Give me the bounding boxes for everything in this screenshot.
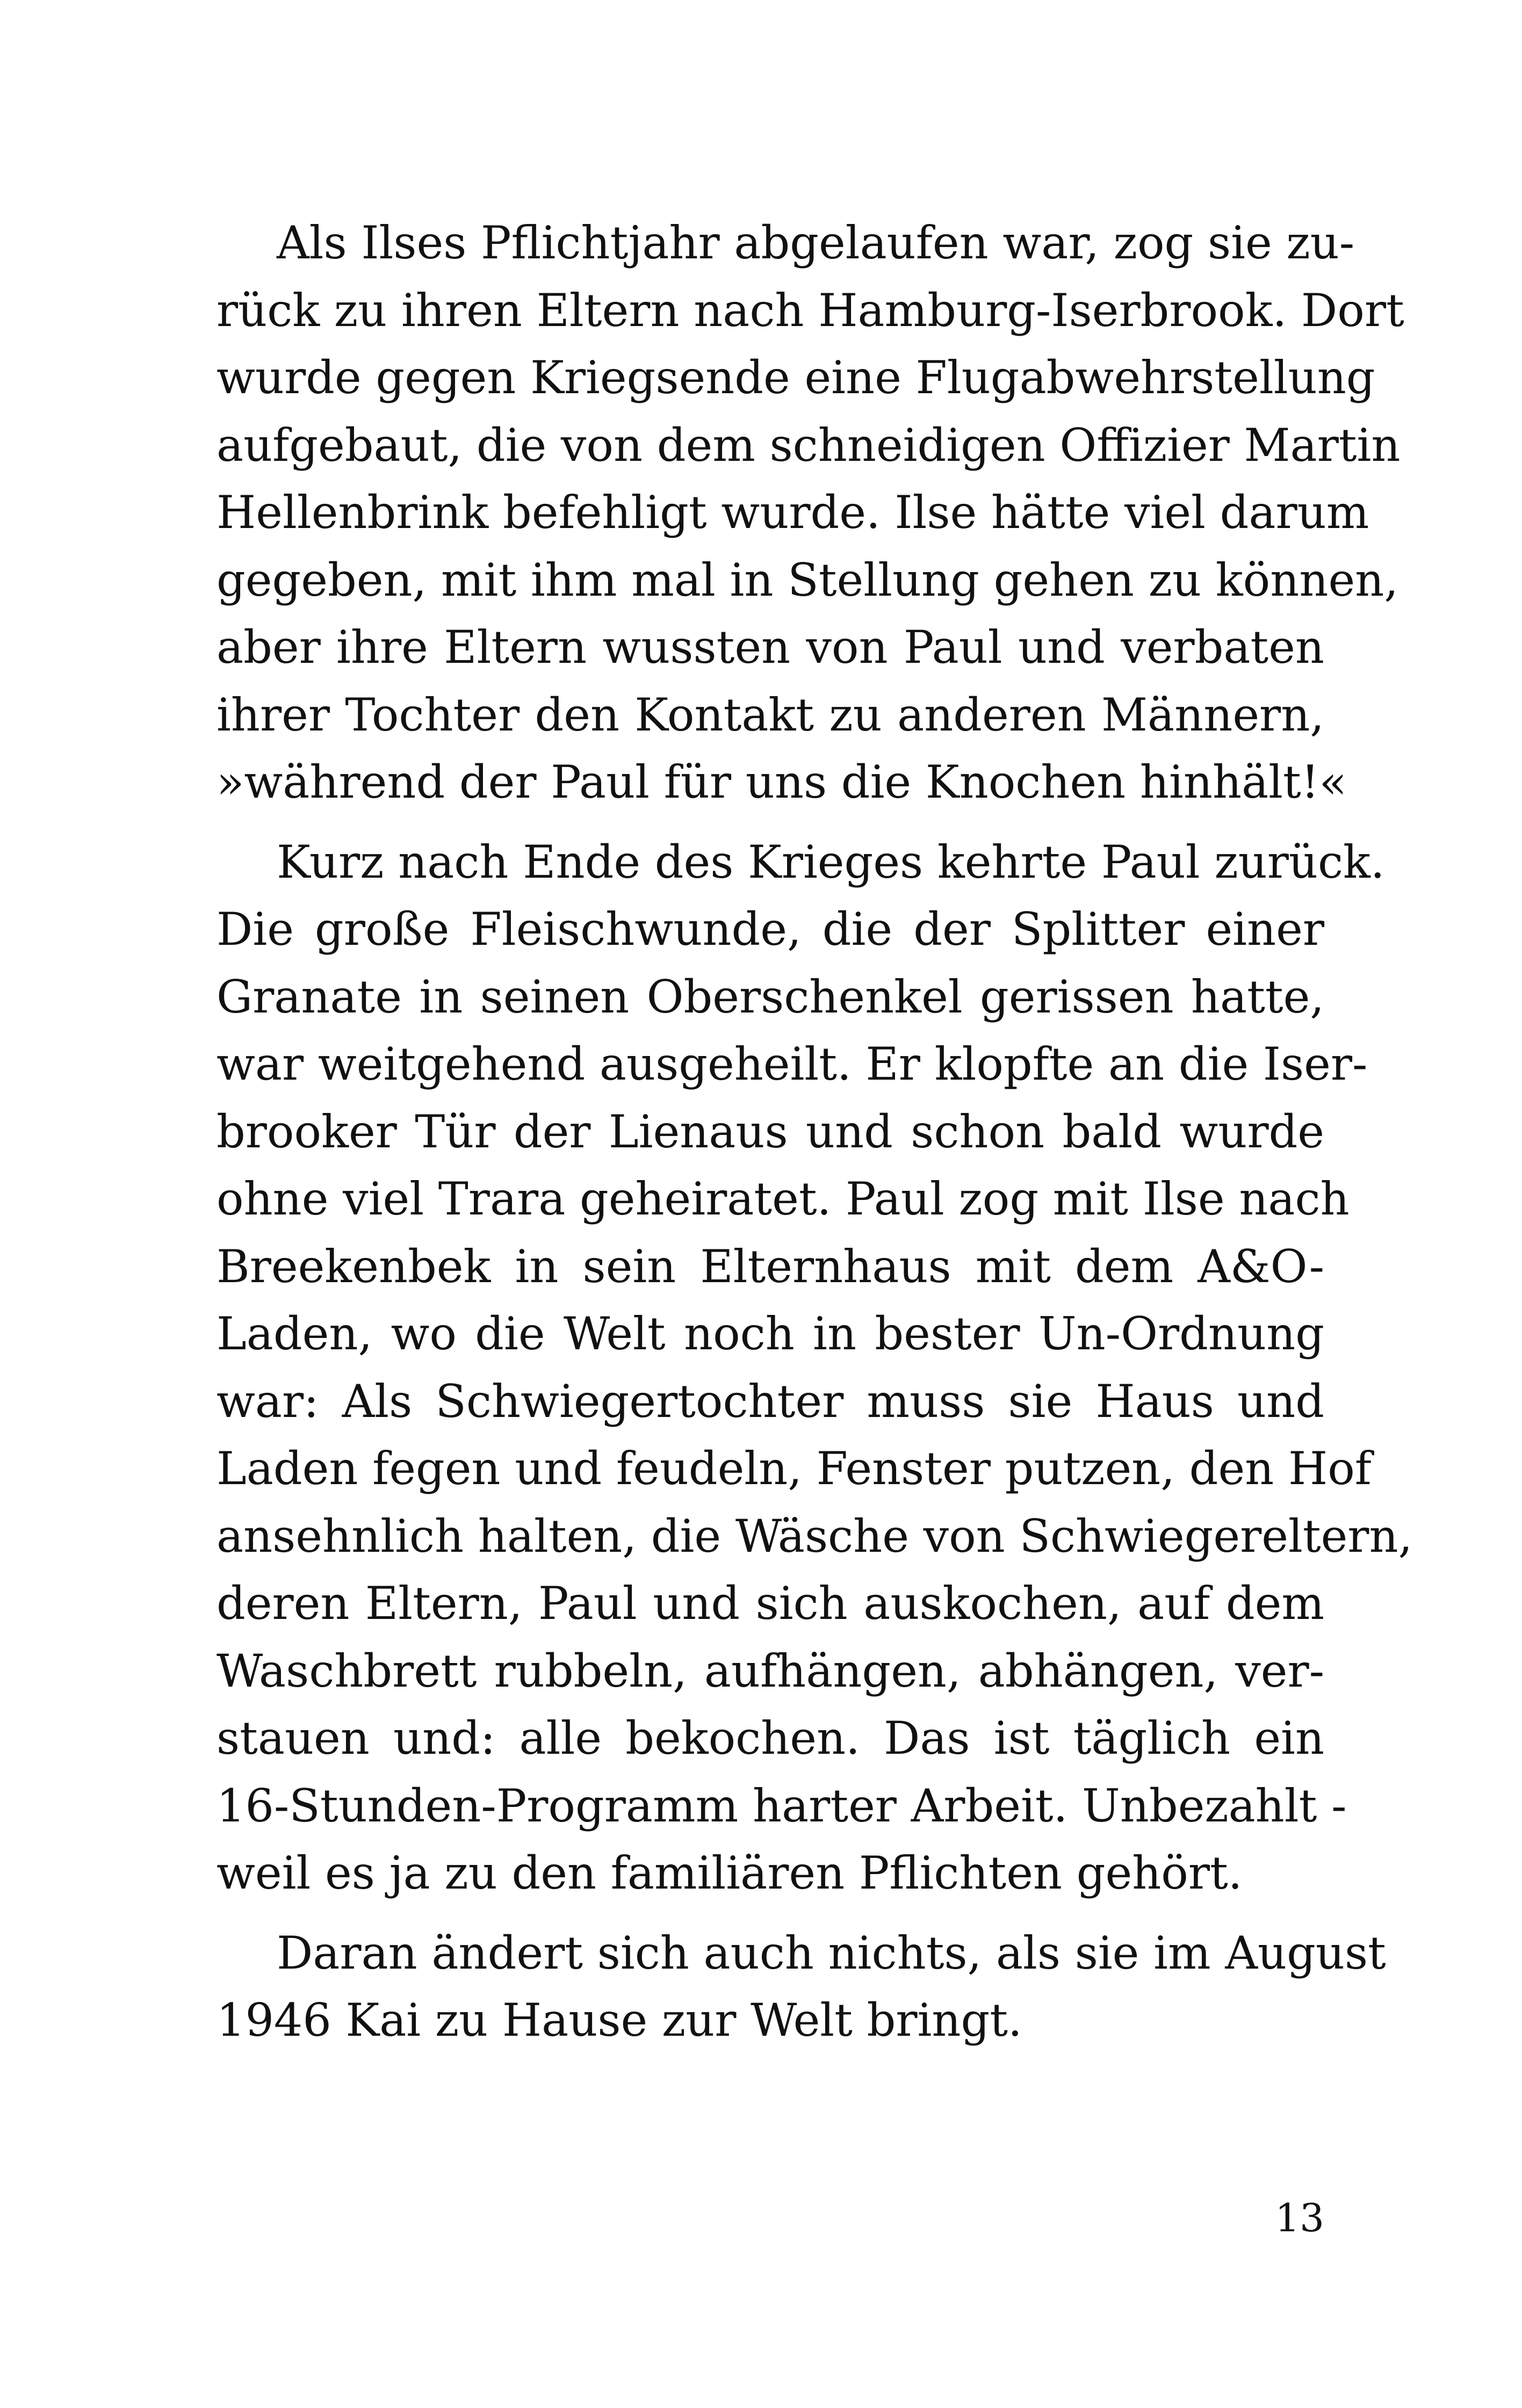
text-line: aber ihre Eltern wussten von Paul und verbaten: [217, 621, 1324, 674]
text-line: Hellenbrink befehligt wurde. Ilse hätte viel darum: [217, 486, 1369, 539]
text-line: Als Ilses Pflichtjahr abgelaufen war, zog sie zu-: [277, 216, 1355, 269]
text-line: ihrer Tochter den Kontakt zu anderen Männern,: [217, 688, 1324, 741]
text-line: Laden fegen und feudeln, Fenster putzen, den Hof: [217, 1442, 1372, 1495]
text-line: rück zu ihren Eltern nach Hamburg-Iserbrook. Dort: [217, 284, 1404, 337]
text-line: Waschbrett rubbeln, aufhängen, abhängen, ver-: [217, 1644, 1324, 1697]
text-line: Die große Fleischwunde, die der Splitter einer: [217, 903, 1324, 956]
text-line: stauen und: alle bekochen. Das ist täglich ein: [217, 1712, 1324, 1765]
paragraph-2: [217, 829, 1413, 1907]
text-line: ansehnlich halten, die Wäsche von Schwiegereltern,: [217, 1509, 1413, 1563]
text-line: war: Als Schwiegertochter muss sie Haus und: [217, 1375, 1324, 1428]
text-line: brooker Tür der Lienaus und schon bald wurde: [217, 1105, 1324, 1158]
text-line: war weitgehend ausgeheilt. Er klopfte an die Iser-: [217, 1038, 1368, 1090]
text-line: Kurz nach Ende des Krieges kehrte Paul zurück.: [277, 835, 1385, 888]
text-line: 1946 Kai zu Hause zur Welt bringt.: [217, 1994, 1022, 2047]
text-line: 16-Stunden-Programm harter Arbeit. Unbezahlt -: [217, 1779, 1347, 1832]
text-line: gegeben, mit ihm mal in Stellung gehen zu können,: [217, 553, 1398, 606]
body-text: [217, 209, 1413, 2067]
page-number: 13: [1275, 2195, 1324, 2240]
text-line: Daran ändert sich auch nichts, als sie im August: [277, 1926, 1386, 1979]
text-line: Granate in seinen Oberschenkel gerissen hatte,: [217, 970, 1324, 1023]
text-line: ohne viel Trara geheiratet. Paul zog mit Ilse nach: [217, 1173, 1350, 1225]
paragraph-3: [217, 1920, 1386, 2055]
text-line: aufgebaut, die von dem schneidigen Offizier Martin: [217, 418, 1401, 472]
paragraph-1: [217, 209, 1404, 816]
text-line: deren Eltern, Paul und sich auskochen, auf dem: [217, 1577, 1324, 1630]
text-line: wurde gegen Kriegsende eine Flugabwehrstellung: [217, 351, 1375, 404]
text-line: Laden, wo die Welt noch in bester Un-Ordnung: [217, 1307, 1324, 1360]
text-line: »während der Paul für uns die Knochen hinhält!«: [217, 756, 1347, 808]
text-line: weil es ja zu den familiären Pflichten gehört.: [217, 1847, 1243, 1899]
text-line: Breekenbek in sein Elternhaus mit dem A&O-: [217, 1240, 1324, 1293]
